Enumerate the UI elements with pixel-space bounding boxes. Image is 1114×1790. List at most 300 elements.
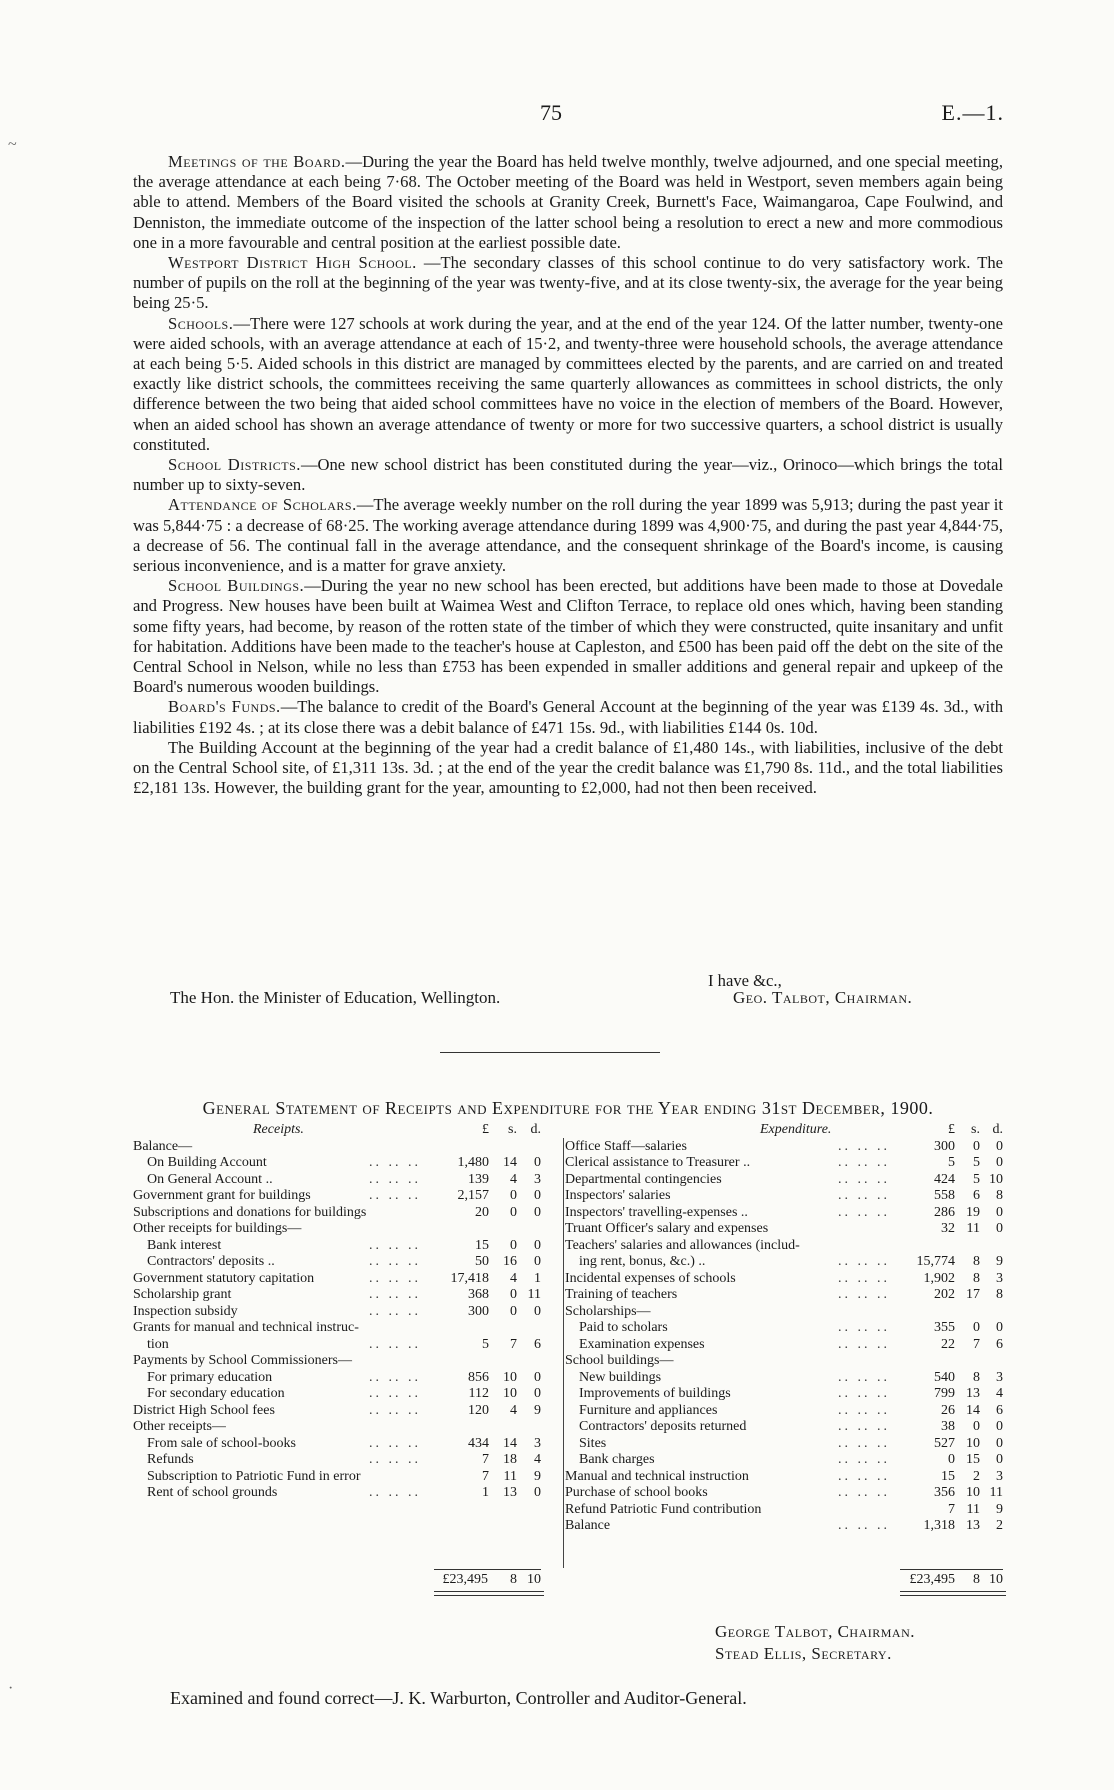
leader-dots: .. .. .. bbox=[369, 1435, 421, 1451]
table-row bbox=[133, 1436, 560, 1453]
amount-pounds: 26 bbox=[941, 1402, 955, 1418]
leader-dots: .. .. .. bbox=[369, 1270, 421, 1286]
leader-dots: .. .. .. bbox=[838, 1270, 890, 1286]
amount-pence: 9 bbox=[996, 1501, 1003, 1517]
row-label: Truant Officer's salary and expenses bbox=[565, 1221, 769, 1236]
amount-pounds: 1,480 bbox=[457, 1155, 489, 1170]
receipts-total-shillings: 8 bbox=[510, 1572, 517, 1587]
row-label: ing rent, bonus, &c.) .. bbox=[579, 1254, 706, 1269]
addressee: The Hon. the Minister of Education, Wellington. bbox=[170, 988, 501, 1007]
leader-dots: .. .. .. bbox=[838, 1369, 890, 1385]
amount-shillings: 13 bbox=[966, 1386, 980, 1401]
paragraph-heading: Meetings of the Board. bbox=[168, 152, 346, 171]
row-label: Bank interest bbox=[147, 1237, 222, 1253]
table-row bbox=[133, 1469, 560, 1486]
report-paragraph bbox=[133, 697, 1003, 737]
table-row bbox=[565, 1320, 1003, 1337]
table-row bbox=[565, 1485, 1003, 1502]
table-row bbox=[565, 1155, 1003, 1172]
amount-pence: 0 bbox=[996, 1204, 1003, 1220]
row-label: Bank charges bbox=[579, 1452, 655, 1467]
expenditure-header-row bbox=[565, 1122, 1003, 1139]
paragraph-heading: Board's Funds. bbox=[168, 697, 281, 717]
row-label: Balance bbox=[565, 1518, 611, 1533]
amount-shillings: 11 bbox=[966, 1501, 980, 1517]
amount-pence: 3 bbox=[534, 1171, 541, 1187]
amount-pence: 3 bbox=[996, 1468, 1003, 1484]
currency-header: d. bbox=[530, 1122, 541, 1137]
amount-shillings: 7 bbox=[510, 1336, 517, 1352]
leader-dots: .. .. .. bbox=[838, 1485, 890, 1500]
row-label: Subscription to Patriotic Fund in error bbox=[147, 1468, 361, 1484]
amount-pounds: 112 bbox=[468, 1386, 489, 1401]
table-row bbox=[565, 1304, 1003, 1321]
amount-pounds: 368 bbox=[468, 1287, 489, 1302]
table-row bbox=[133, 1271, 560, 1288]
amount-pence: 0 bbox=[996, 1155, 1003, 1170]
amount-pounds: 20 bbox=[475, 1204, 489, 1220]
amount-pence: 6 bbox=[996, 1336, 1003, 1352]
amount-shillings: 0 bbox=[510, 1287, 517, 1302]
amount-shillings: 14 bbox=[503, 1155, 517, 1170]
expenditure-total-pounds: £23,495 bbox=[909, 1572, 955, 1587]
amount-pounds: 139 bbox=[468, 1171, 489, 1187]
row-label: Other receipts for buildings— bbox=[133, 1221, 302, 1236]
amount-pounds: 202 bbox=[934, 1287, 955, 1302]
leader-dots: .. .. .. bbox=[838, 1402, 890, 1418]
receipts-total-pounds: £23,495 bbox=[442, 1572, 488, 1587]
letter-signoff bbox=[170, 988, 970, 1010]
paragraph-heading: Schools. bbox=[168, 313, 234, 333]
amount-pence: 0 bbox=[996, 1221, 1003, 1236]
amount-shillings: 4 bbox=[510, 1402, 517, 1418]
amount-pence: 9 bbox=[996, 1254, 1003, 1269]
row-label: Sites bbox=[579, 1435, 607, 1451]
amount-pence: 0 bbox=[534, 1155, 541, 1170]
amount-pounds: 38 bbox=[941, 1419, 955, 1434]
leader-dots: .. .. .. bbox=[838, 1386, 890, 1401]
receipts-table bbox=[133, 1122, 560, 1502]
row-label: Improvements of buildings bbox=[579, 1386, 731, 1401]
amount-pounds: 15 bbox=[475, 1237, 489, 1253]
amount-shillings: 14 bbox=[503, 1435, 517, 1451]
amount-pence: 8 bbox=[996, 1188, 1003, 1203]
table-row bbox=[565, 1254, 1003, 1271]
amount-pence: 11 bbox=[527, 1287, 541, 1302]
expenditure-table bbox=[565, 1122, 1003, 1535]
document-reference: E.—1. bbox=[941, 100, 1004, 125]
amount-pence: 6 bbox=[996, 1402, 1003, 1418]
table-row bbox=[565, 1436, 1003, 1453]
amount-pounds: 856 bbox=[468, 1369, 489, 1385]
paragraph-text: —One new school district has been constituted during the year—viz., Orinoco—which brings the total number up to sixty-seven. bbox=[133, 455, 1003, 495]
amount-shillings: 10 bbox=[966, 1435, 980, 1451]
amount-pounds: 1,902 bbox=[923, 1270, 955, 1286]
amount-pence: 3 bbox=[996, 1270, 1003, 1286]
signature-secretary: Stead Ellis, Secretary. bbox=[715, 1644, 892, 1663]
amount-shillings: 18 bbox=[503, 1452, 517, 1467]
amount-shillings: 10 bbox=[503, 1369, 517, 1385]
table-row bbox=[133, 1485, 560, 1502]
leader-dots: .. .. .. bbox=[838, 1419, 890, 1434]
table-row bbox=[565, 1502, 1003, 1519]
page-number: 75 bbox=[540, 100, 562, 125]
section-divider bbox=[440, 1052, 660, 1053]
amount-shillings: 0 bbox=[510, 1188, 517, 1203]
table-row bbox=[565, 1205, 1003, 1222]
amount-pounds: 799 bbox=[934, 1386, 955, 1401]
expenditure-total-pence: 10 bbox=[989, 1572, 1003, 1587]
report-body bbox=[133, 152, 1003, 799]
leader-dots: .. .. .. bbox=[369, 1188, 421, 1203]
double-rule bbox=[900, 1591, 1006, 1596]
report-paragraph bbox=[133, 738, 1003, 799]
report-paragraph bbox=[133, 455, 1003, 495]
table-row bbox=[133, 1139, 560, 1156]
table-row bbox=[133, 1419, 560, 1436]
table-row bbox=[133, 1304, 560, 1321]
amount-pounds: 2,157 bbox=[457, 1188, 489, 1203]
table-row bbox=[565, 1172, 1003, 1189]
receipts-total bbox=[133, 1569, 560, 1595]
amount-pounds: 355 bbox=[934, 1320, 955, 1335]
amount-shillings: 14 bbox=[966, 1402, 980, 1418]
leader-dots: .. .. .. bbox=[369, 1171, 421, 1187]
amount-pence: 0 bbox=[534, 1303, 541, 1319]
amount-pounds: 50 bbox=[475, 1254, 489, 1269]
amount-shillings: 0 bbox=[973, 1320, 980, 1335]
row-label: From sale of school-books bbox=[147, 1435, 296, 1451]
amount-shillings: 5 bbox=[973, 1155, 980, 1170]
amount-shillings: 8 bbox=[973, 1254, 980, 1269]
row-label: Other receipts— bbox=[133, 1419, 226, 1434]
report-paragraph bbox=[133, 152, 1003, 253]
amount-pounds: 22 bbox=[941, 1336, 955, 1352]
table-row bbox=[565, 1287, 1003, 1304]
row-label: On Building Account bbox=[147, 1155, 267, 1170]
amount-pence: 10 bbox=[989, 1171, 1003, 1187]
table-row bbox=[133, 1155, 560, 1172]
report-paragraph bbox=[133, 253, 1003, 314]
row-label: Clerical assistance to Treasurer .. bbox=[565, 1155, 751, 1170]
amount-shillings: 8 bbox=[973, 1270, 980, 1286]
row-label: Contractors' deposits returned bbox=[579, 1419, 747, 1434]
amount-shillings: 17 bbox=[966, 1287, 980, 1302]
amount-pounds: 32 bbox=[941, 1221, 955, 1236]
row-label: School buildings— bbox=[565, 1353, 674, 1368]
leader-dots: .. .. .. bbox=[838, 1138, 890, 1154]
amount-pence: 0 bbox=[996, 1452, 1003, 1467]
table-row bbox=[565, 1469, 1003, 1486]
row-label: Furniture and appliances bbox=[579, 1402, 718, 1418]
amount-shillings: 11 bbox=[966, 1221, 980, 1236]
row-label: For secondary education bbox=[147, 1386, 285, 1401]
row-label: Inspectors' travelling-expenses .. bbox=[565, 1204, 748, 1220]
amount-pounds: 527 bbox=[934, 1435, 955, 1451]
leader-dots: .. .. .. bbox=[369, 1369, 421, 1385]
row-label: Scholarships— bbox=[565, 1303, 651, 1319]
paragraph-heading: Westport District High School. bbox=[168, 253, 417, 273]
amount-shillings: 4 bbox=[510, 1270, 517, 1286]
amount-pounds: 15,774 bbox=[916, 1254, 955, 1269]
amount-pounds: 5 bbox=[482, 1336, 489, 1352]
table-row bbox=[133, 1320, 560, 1337]
row-label: Incidental expenses of schools bbox=[565, 1270, 736, 1286]
row-label: Government statutory capitation bbox=[133, 1270, 315, 1286]
row-label: Manual and technical instruction bbox=[565, 1468, 749, 1484]
amount-pounds: 286 bbox=[934, 1204, 955, 1220]
row-label: Refunds bbox=[147, 1452, 194, 1467]
amount-shillings: 0 bbox=[510, 1303, 517, 1319]
row-label: On General Account .. bbox=[147, 1171, 273, 1187]
amount-shillings: 0 bbox=[510, 1204, 517, 1220]
row-label: Contractors' deposits .. bbox=[147, 1254, 275, 1269]
expenditure-total bbox=[565, 1569, 1003, 1595]
auditor-certification: Examined and found correct—J. K. Warburton, Controller and Auditor-General. bbox=[170, 1688, 747, 1708]
currency-header: £ bbox=[482, 1122, 489, 1137]
amount-pounds: 300 bbox=[468, 1303, 489, 1319]
leader-dots: .. .. .. bbox=[838, 1155, 890, 1170]
row-label: Teachers' salaries and allowances (includ- bbox=[565, 1237, 800, 1253]
leader-dots: .. .. .. bbox=[838, 1254, 890, 1269]
report-paragraph bbox=[133, 576, 1003, 697]
table-row bbox=[565, 1221, 1003, 1238]
amount-pence: 0 bbox=[534, 1237, 541, 1253]
amount-pounds: 5 bbox=[948, 1155, 955, 1170]
amount-shillings: 4 bbox=[510, 1171, 517, 1187]
leader-dots: .. .. .. bbox=[369, 1237, 421, 1253]
page-header bbox=[0, 100, 1114, 130]
amount-pounds: 434 bbox=[468, 1435, 489, 1451]
row-label: Departmental contingencies bbox=[565, 1171, 722, 1187]
row-label: Payments by School Commissioners— bbox=[133, 1353, 352, 1368]
margin-mark: ~ bbox=[8, 136, 17, 153]
row-label: Government grant for buildings bbox=[133, 1188, 311, 1203]
amount-pounds: 1 bbox=[482, 1485, 489, 1500]
amount-pence: 0 bbox=[996, 1419, 1003, 1434]
row-label: Inspection subsidy bbox=[133, 1303, 238, 1319]
report-paragraph bbox=[133, 495, 1003, 576]
leader-dots: .. .. .. bbox=[838, 1468, 890, 1484]
leader-dots: .. .. .. bbox=[838, 1320, 890, 1335]
amount-pounds: 558 bbox=[934, 1188, 955, 1203]
table-row bbox=[133, 1172, 560, 1189]
amount-shillings: 0 bbox=[510, 1237, 517, 1253]
amount-pence: 2 bbox=[996, 1518, 1003, 1533]
amount-shillings: 11 bbox=[503, 1468, 517, 1484]
currency-header: d. bbox=[992, 1122, 1003, 1137]
amount-pence: 0 bbox=[534, 1386, 541, 1401]
amount-pounds: 7 bbox=[482, 1468, 489, 1484]
receipts-total-pence: 10 bbox=[527, 1572, 541, 1587]
leader-dots: .. .. .. bbox=[838, 1171, 890, 1187]
amount-shillings: 6 bbox=[973, 1188, 980, 1203]
row-label: Rent of school grounds bbox=[147, 1485, 278, 1500]
amount-shillings: 8 bbox=[973, 1369, 980, 1385]
leader-dots: .. .. .. bbox=[838, 1435, 890, 1451]
leader-dots: .. .. .. bbox=[838, 1518, 890, 1533]
amount-pence: 0 bbox=[996, 1320, 1003, 1335]
paragraph-text: —The secondary classes of this school continue to do very satisfactory work. The number of pupils on the roll at the beginning of the year was twenty-five, and at its close twenty-six, the average for the year being being 25·5. bbox=[133, 253, 1004, 313]
amount-pence: 9 bbox=[534, 1402, 541, 1418]
table-row bbox=[133, 1353, 560, 1370]
paragraph-text: —The balance to credit of the Board's General Account at the beginning of the year was £139 4s. 3d., with liabilities £192 4s. ; at its close there was a debit balance of £471 15s. 9d., with liabilities £144 0s. 10d. bbox=[133, 697, 1003, 737]
amount-pence: 8 bbox=[996, 1287, 1003, 1302]
row-label: Training of teachers bbox=[565, 1287, 678, 1302]
signature-chairman: George Talbot, Chairman. bbox=[715, 1622, 916, 1641]
table-row bbox=[565, 1403, 1003, 1420]
amount-pounds: 17,418 bbox=[450, 1270, 489, 1286]
table-row bbox=[565, 1238, 1003, 1255]
row-label: tion bbox=[147, 1336, 169, 1352]
leader-dots: .. .. .. bbox=[369, 1402, 421, 1418]
amount-pounds: 7 bbox=[482, 1452, 489, 1467]
amount-pence: 0 bbox=[534, 1204, 541, 1220]
column-divider bbox=[563, 1138, 564, 1568]
amount-pounds: 15 bbox=[941, 1468, 955, 1484]
amount-shillings: 16 bbox=[503, 1254, 517, 1269]
statement-title: General Statement of Receipts and Expenditure for the Year ending 31st December, 1900. bbox=[202, 1098, 934, 1118]
table-row bbox=[133, 1238, 560, 1255]
amount-shillings: 15 bbox=[966, 1452, 980, 1467]
table-row bbox=[133, 1287, 560, 1304]
amount-pounds: 540 bbox=[934, 1369, 955, 1385]
table-row bbox=[565, 1370, 1003, 1387]
paragraph-heading: School Buildings. bbox=[168, 576, 305, 596]
amount-pence: 3 bbox=[996, 1369, 1003, 1385]
table-row bbox=[565, 1386, 1003, 1403]
table-row bbox=[133, 1370, 560, 1387]
double-rule bbox=[434, 1591, 544, 1596]
table-row bbox=[133, 1386, 560, 1403]
amount-pence: 0 bbox=[534, 1254, 541, 1269]
leader-dots: .. .. .. bbox=[838, 1452, 890, 1467]
amount-pence: 1 bbox=[534, 1270, 541, 1286]
amount-pounds: 7 bbox=[948, 1501, 955, 1517]
amount-pence: 4 bbox=[996, 1386, 1003, 1401]
amount-pounds: 424 bbox=[934, 1171, 955, 1187]
amount-pence: 3 bbox=[534, 1435, 541, 1451]
expenditure-heading: Expenditure. bbox=[760, 1122, 832, 1137]
leader-dots: .. .. .. bbox=[838, 1204, 890, 1220]
amount-shillings: 0 bbox=[973, 1419, 980, 1434]
table-row bbox=[133, 1337, 560, 1354]
leader-dots: .. .. .. bbox=[369, 1287, 421, 1302]
leader-dots: .. .. .. bbox=[369, 1452, 421, 1467]
row-label: District High School fees bbox=[133, 1402, 275, 1418]
leader-dots: .. .. .. bbox=[838, 1336, 890, 1352]
paragraph-heading: Attendance of Scholars. bbox=[168, 495, 357, 515]
paragraph-heading: School Districts. bbox=[168, 455, 301, 475]
table-row bbox=[133, 1403, 560, 1420]
paragraph-text: The Building Account at the beginning of the year had a credit balance of £1,480 14s., with liabilities, inclusive of the debt on the Central School site, of £1,311 13s. 3d. ; at the end of the year the credit balance was £1,790 8s. 11d., and the total liabilities £2,181 13s. However, the building grant for the year, amounting to £2,000, had not then been received. bbox=[133, 737, 1003, 798]
amount-shillings: 0 bbox=[973, 1138, 980, 1154]
row-label: Inspectors' salaries bbox=[565, 1188, 671, 1203]
leader-dots: .. .. .. bbox=[369, 1155, 421, 1170]
expenditure-total-shillings: 8 bbox=[973, 1572, 980, 1587]
paragraph-text: —There were 127 schools at work during the year, and at the end of the year 124. Of the latter number, twenty-one were aided schools, with an average attendance at each of 15·2, and twenty-three were household schools, the average attendance at each being 5·5. Aided schools in this district are managed by committees elected by the parents, and are carried on and treated exactly like district schools, the committees receiving the same quarterly allowances as committees in school districts, the only difference between the two being that aided school committees have no voice in the election of members of the Board. However, when an aided school has shown an average attendance of twenty or more for two successive quarters, a school district is usually constituted. bbox=[133, 313, 1003, 454]
table-row bbox=[565, 1337, 1003, 1354]
table-row bbox=[565, 1271, 1003, 1288]
amount-pounds: 356 bbox=[934, 1485, 955, 1500]
amount-shillings: 19 bbox=[966, 1204, 980, 1220]
table-row bbox=[565, 1188, 1003, 1205]
receipts-header-row bbox=[133, 1122, 560, 1139]
leader-dots: .. .. .. bbox=[369, 1303, 421, 1319]
amount-pence: 11 bbox=[989, 1485, 1003, 1500]
amount-pence: 0 bbox=[534, 1188, 541, 1203]
amount-pence: 0 bbox=[996, 1138, 1003, 1154]
table-row bbox=[133, 1254, 560, 1271]
table-row bbox=[565, 1419, 1003, 1436]
table-row bbox=[133, 1205, 560, 1222]
chairman-signature: Geo. Talbot, Chairman. bbox=[733, 988, 913, 1007]
amount-pounds: 120 bbox=[468, 1402, 489, 1418]
table-row bbox=[133, 1188, 560, 1205]
margin-mark: · bbox=[8, 1680, 14, 1697]
amount-pence: 0 bbox=[534, 1369, 541, 1385]
currency-header: £ bbox=[948, 1122, 955, 1137]
i-have: I have &c., bbox=[708, 971, 782, 990]
amount-shillings: 2 bbox=[973, 1468, 980, 1484]
row-label: Examination expenses bbox=[579, 1336, 705, 1352]
row-label: Subscriptions and donations for buildings bbox=[133, 1204, 367, 1220]
row-label: Scholarship grant bbox=[133, 1287, 232, 1302]
table-row bbox=[133, 1452, 560, 1469]
leader-dots: .. .. .. bbox=[838, 1188, 890, 1203]
amount-pounds: 0 bbox=[948, 1452, 955, 1467]
table-row bbox=[133, 1221, 560, 1238]
amount-shillings: 5 bbox=[973, 1171, 980, 1187]
amount-pence: 0 bbox=[996, 1435, 1003, 1451]
paragraph-text: —The average weekly number on the roll during the year 1899 was 5,913; during the past year it was 5,844·75 : a decrease of 68·25. The working average attendance during 1899 was 4,900·75, and during the past year 4,844·75, a decrease of 56. The continual fall in the average attendance, and the consequent shrinkage of the Board's income, is causing serious inconvenience, and is a matter for grave anxiety. bbox=[133, 495, 1004, 576]
table-row bbox=[565, 1518, 1003, 1535]
amount-shillings: 10 bbox=[503, 1386, 517, 1401]
report-paragraph bbox=[133, 314, 1003, 455]
table-row bbox=[565, 1139, 1003, 1156]
table-row bbox=[565, 1353, 1003, 1370]
leader-dots: .. .. .. bbox=[369, 1336, 421, 1352]
leader-dots: .. .. .. bbox=[369, 1386, 421, 1401]
receipts-heading: Receipts. bbox=[253, 1122, 304, 1137]
amount-pence: 6 bbox=[534, 1336, 541, 1352]
paragraph-text: —During the year no new school has been erected, but additions have been made to those at Dovedale and Progress. New houses have been built at Waimea West and Clifton Terrace, to replace old ones which, having been standing some fifty years, had become, by reason of the rotten state of the timber of which they were constructed, quite insanitary and unfit for habitation. Additions have been made to the teacher's house at Capleston, and £500 has been paid off the debt on the site of the Central School in Nelson, while no less than £753 has been expended in smaller additions and general repair and upkeep of the Board's numerous wooden buildings. bbox=[133, 576, 1003, 697]
amount-shillings: 13 bbox=[503, 1485, 517, 1500]
leader-dots: .. .. .. bbox=[369, 1485, 421, 1500]
table-row bbox=[565, 1452, 1003, 1469]
amount-pence: 0 bbox=[534, 1485, 541, 1500]
amount-shillings: 13 bbox=[966, 1518, 980, 1533]
amount-pounds: 1,318 bbox=[923, 1518, 955, 1533]
amount-shillings: 10 bbox=[966, 1485, 980, 1500]
amount-pounds: 300 bbox=[934, 1138, 955, 1154]
row-label: For primary education bbox=[147, 1369, 273, 1385]
row-label: Refund Patriotic Fund contribution bbox=[565, 1501, 762, 1517]
leader-dots: .. .. .. bbox=[838, 1287, 890, 1302]
amount-shillings: 7 bbox=[973, 1336, 980, 1352]
row-label: Grants for manual and technical instruc- bbox=[133, 1320, 359, 1335]
row-label: New buildings bbox=[579, 1369, 662, 1385]
amount-pence: 9 bbox=[534, 1468, 541, 1484]
amount-pence: 4 bbox=[534, 1452, 541, 1467]
row-label: Paid to scholars bbox=[579, 1320, 668, 1335]
row-label: Purchase of school books bbox=[565, 1485, 708, 1500]
row-label: Balance— bbox=[133, 1138, 193, 1154]
row-label: Office Staff—salaries bbox=[565, 1138, 687, 1154]
leader-dots: .. .. .. bbox=[369, 1254, 421, 1269]
paragraph-text: —During the year the Board has held twelve monthly, twelve adjourned, and one special meeting, the average attendance at each being 7·68. The October meeting of the Board was held in Westport, seven members again being able to attend. Members of the Board visited the schools at Granity Creek, Burnett's Face, Waimangaroa, Cape Foulwind, and Denniston, the immediate outcome of the inspection of the latter school being a resolution to erect a new and more commodious one in a more favourable and central position at the earliest possible date. bbox=[133, 152, 1003, 252]
currency-header: s. bbox=[971, 1122, 980, 1137]
